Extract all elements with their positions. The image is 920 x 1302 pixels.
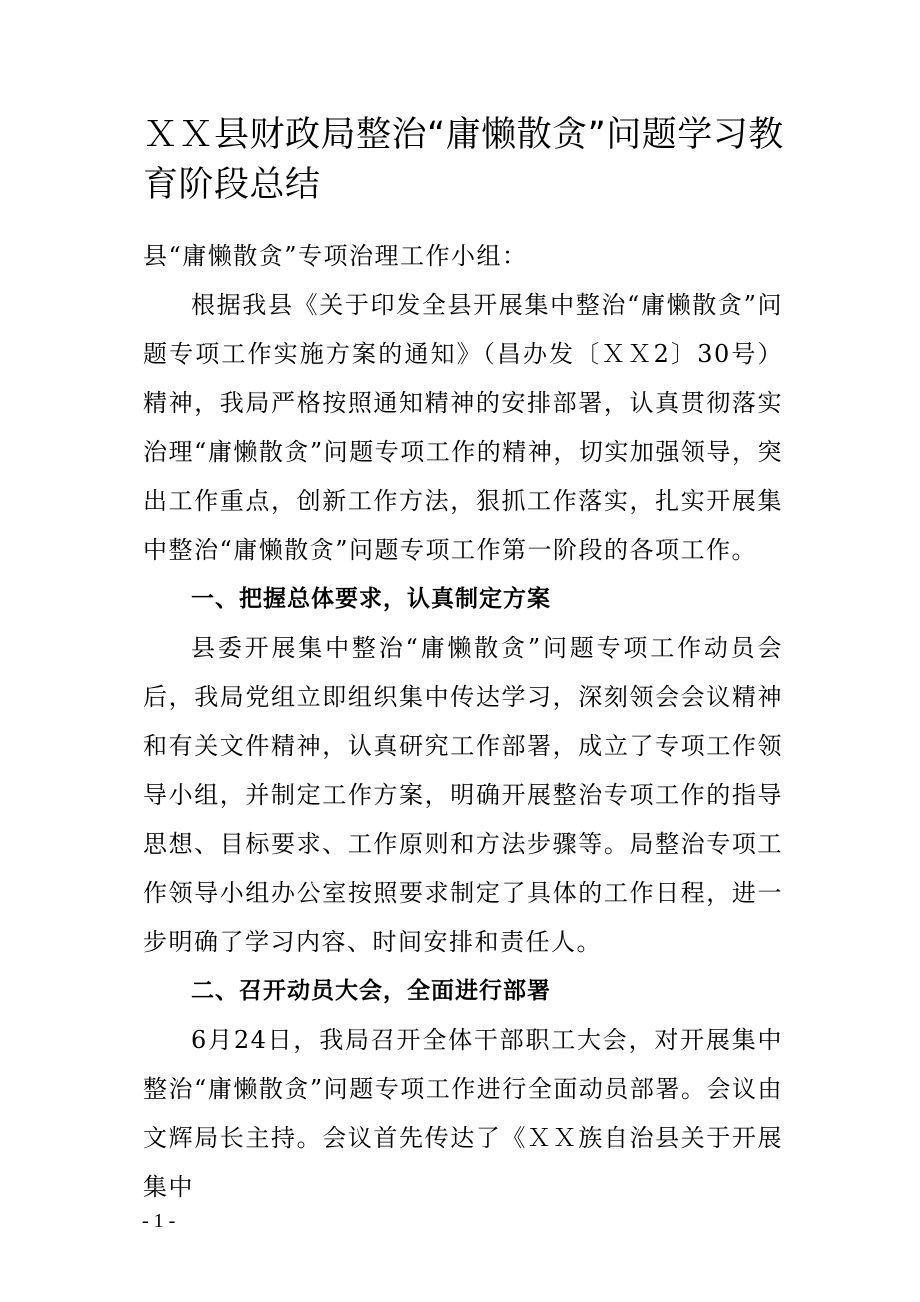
document-title: ＸＸ县财政局整治“庸懒散贪”问题学习教育阶段总结 [143, 115, 784, 205]
section-2-paragraph: 6月24日，我局召开全体干部职工大会，对开展集中整治“庸懒散贪”问题专项工作进行全面动员部署。会议由文辉局长主持。会议首先传达了《ＸＸ族自治县关于开展集中 [143, 1026, 783, 1201]
section-2-heading: 二、召开动员大会，全面进行部署 [191, 978, 551, 1004]
section-1-paragraph: 县委开展集中整治“庸懒散贪”问题专项工作动员会后，我局党组立即组织集中传达学习，深刻领会会议精神和有关文件精神，认真研究工作部署，成立了专项工作领导小组，并制定工作方案，明确开展整治专项工作的指导思想、目标要求、工作原则和方法步骤等。局整治专项工作领导小组办公室按照要求制定了具体的工作日程，进一步明确了学习内容、时间安排和责任人。 [143, 634, 783, 956]
intro-paragraph: 根据我县《关于印发全县开展集中整治“庸懒散贪”问题专项工作实施方案的通知》（昌办发〔ＸＸ2〕30号）精神，我局严格按照通知精神的安排部署，认真贯彻落实治理“庸懒散贪”问题专项工作的精神，切实加强领导，突出工作重点，创新工作方法，狠抓工作落实，扎实开展集中整治“庸懒散贪”问题专项工作第一阶段的各项工作。 [143, 291, 783, 564]
document-body [143, 232, 783, 1212]
salutation: 县“庸懒散贪”专项治理工作小组： [143, 242, 528, 270]
section-1-heading: 一、把握总体要求，认真制定方案 [191, 586, 551, 612]
page-number: - 1 - [142, 1210, 176, 1232]
